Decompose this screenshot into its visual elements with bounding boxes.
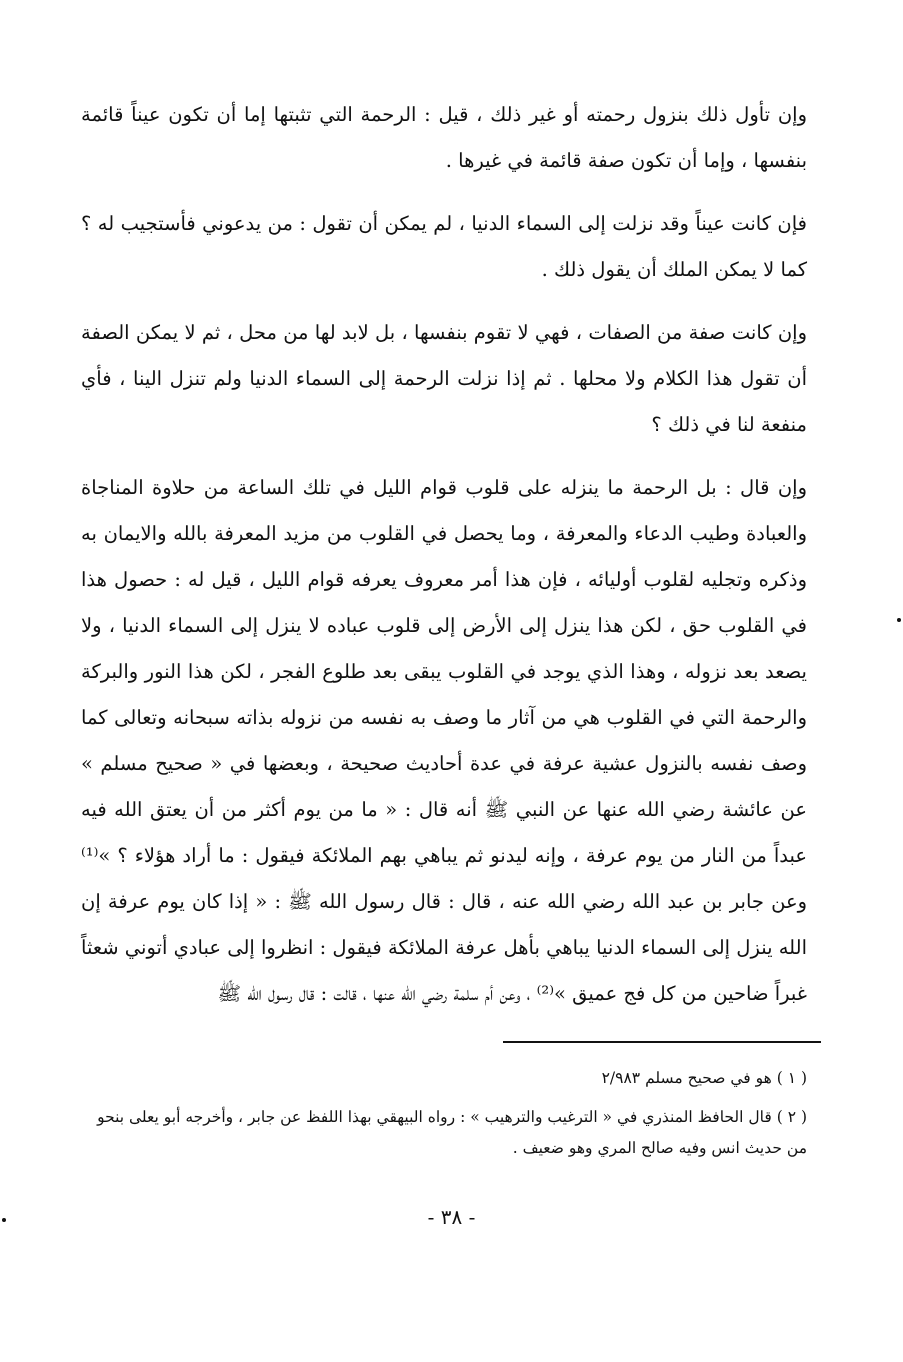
main-text: [81, 92, 807, 1017]
page-number: - ٣٨ -: [427, 1205, 476, 1229]
footnotes: [81, 1063, 807, 1172]
paragraph-if-entity: فإن كانت عيناً وقد نزلت إلى السماء الدنيا ، لم يمكن أن تقول : من يدعوني فأستجيب له ؟ كما لا يمكن الملك أن يقول ذلك .: [81, 212, 807, 281]
paragraph-night-worshippers: وإن قال : بل الرحمة ما ينزله على قلوب قوام الليل في تلك الساعة من حلاوة المناجاة والعبادة وطيب الدعاء والمعرفة ، وما يحصل في القلوب من مزيد المعرفة بالله والايمان به وذكره وتجليه لقلوب أوليائه ، فإن هذا أمر معروف يعرفه قوام الليل ، قيل له : حصول هذا في القلوب حق ، لكن هذا ينزل إلى الأرض إلى قلوب عباده لا ينزل إلى السماء الدنيا ، ولا يصعد بعد نزوله ، وهذا الذي يوجد في القلوب يبقى بعد طلوع الفجر ، لكن هذا النور والبركة والرحمة التي في القلوب هي من آثار ما وصف به نفسه من نزوله بذاته سبحانه وتعالى كما وصف نفسه بالنزول عشية عرفة في عدة أحاديث صحيحة ، وبعضها في « صحيح مسلم » عن عائشة رضي الله عنها عن النبي ﷺ أنه قال : « ما من يوم أكثر من أن يعتق الله فيه عبداً من النار من يوم عرفة ، وإنه ليدنو ثم يباهي بهم الملائكة فيقول : ما أراد هؤلاء ؟ »⁽¹⁾ وعن جابر بن عبد الله رضي الله عنه ، قال : قال رسول الله ﷺ : « إذا كان يوم عرفة إن الله ينزل إلى السماء الدنيا يباهي بأهل عرفة الملائكة فيقول : انظروا إلى عبادي أتوني شعثاً غبراً ضاحين من كل فج عميق »⁽²⁾ ، وعن أم سلمة رضي الله عنها ، قالت : قال رسول الله ﷺ: [81, 476, 807, 1005]
footnote-2: ( ٢ ) قال الحافظ المنذري في « الترغيب والترهيب » : رواه البيهقي بهذا اللفظ عن جابر ، وأخرجه أبو يعلى بنحو من حديث انس وفيه صالح المري وهو ضعيف .: [97, 1108, 807, 1157]
footnote-divider: [503, 1041, 821, 1043]
paragraph-if-attribute: وإن كانت صفة من الصفات ، فهي لا تقوم بنفسها ، بل لابد لها من محل ، ثم لا يمكن الصفة أن تقول هذا الكلام ولا محلها . ثم إذا نزلت الرحمة إلى السماء الدنيا ولم تنزل الينا ، فأي منفعة لنا في ذلك ؟: [81, 321, 807, 436]
scan-speck: [897, 618, 901, 622]
paragraph-rahma-interpretation: وإن تأول ذلك بنزول رحمته أو غير ذلك ، قيل : الرحمة التي تثبتها إما أن تكون عيناً قائمة بنفسها ، وإما أن تكون صفة قائمة في غيرها .: [81, 103, 807, 172]
footnote-1: ( ١ ) هو في صحيح مسلم ٢/٩٨٣: [601, 1069, 807, 1087]
scan-speck: [2, 1218, 6, 1222]
